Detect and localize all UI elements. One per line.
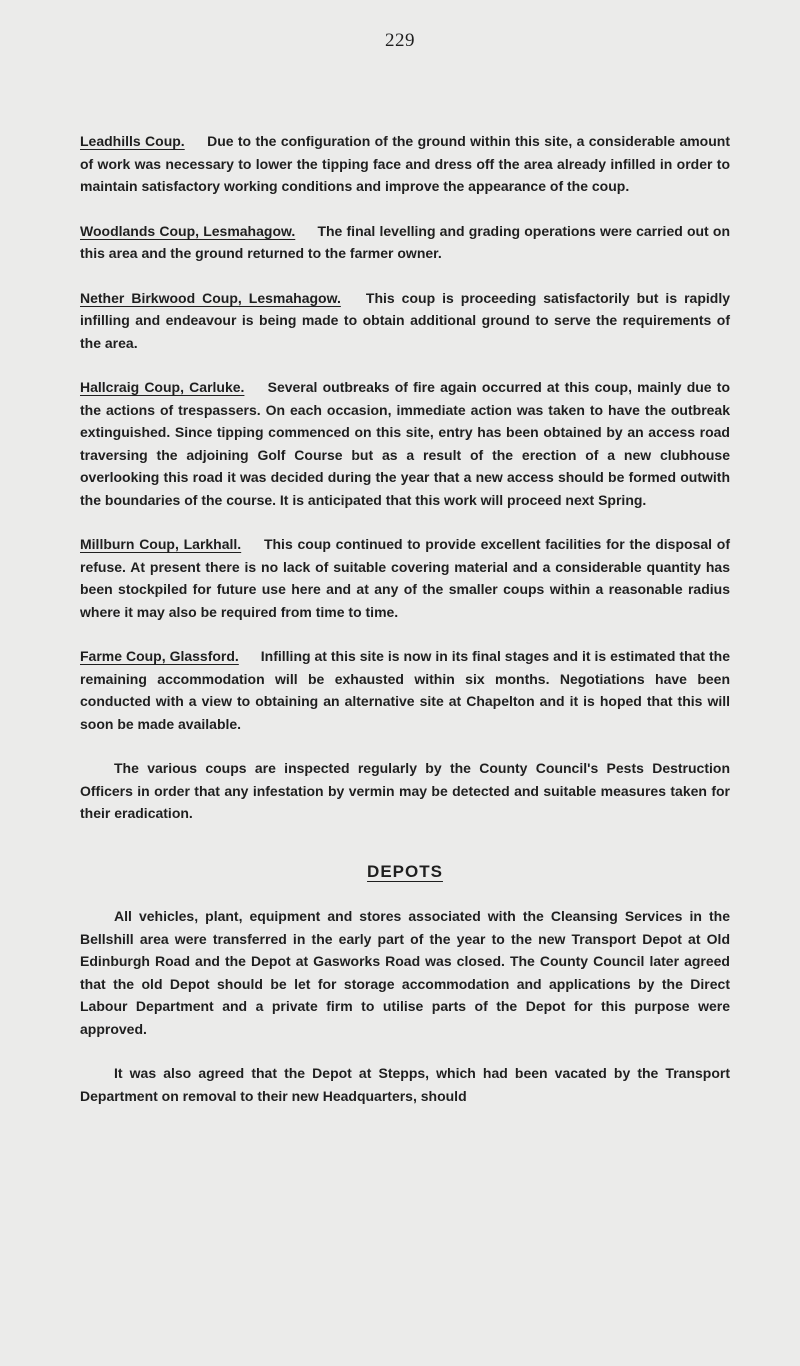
entry-leadhills [80,130,730,198]
entry-hallcraig [80,376,730,511]
inspection-paragraph: The various coups are inspected regularly by the County Council's Pests Destruction Officers in order that any infestation by vermin may be detected and suitable measures taken for their eradication. [80,760,730,821]
entry-text: Due to the configuration of the ground within this site, a considerable amount of work was necessary to lower the tipping face and dress off the area already infilled in order to maintain satisfactory working conditions and improve the appearance of the coup. [80,133,731,194]
entry-text: Infilling at this site is now in its final stages and it is estimated that the remaining accommodation will be exhausted within six months. Negotiations have been conducted with a view to obtaining an alternative site at Chapelton and it is hoped that this will soon be made available. [80,648,731,732]
entry-text: This coup continued to provide excellent facilities for the disposal of refuse. At present there is no lack of suitable covering material and a considerable quantity has been stockpiled for future use here and at any of the smaller coups within a reasonable radius where it may also be required from time to time. [80,536,731,620]
document-body [80,130,730,1129]
page-number: 229 [385,30,415,51]
entry-heading: Woodlands Coup, Lesmahagow. [80,222,296,239]
entry-heading: Hallcraig Coup, Carluke. [80,379,245,395]
depots-paragraph: It was also agreed that the Depot at Stepps, which had been vacated by the Transport Department on removal to their new Headquarters, should [80,1065,730,1104]
entry-millburn [80,533,730,623]
entry-text: The final levelling and grading operations were carried out on this area and the ground returned to the farmer owner. [80,222,731,261]
entry-text: Several outbreaks of fire again occurred at this coup, mainly due to the actions of trespassers. On each occasion, immediate action was taken to have the outbreak extinguished. Since tipping commenced on this site, entry has been obtained by an access road traversing the adjoining Golf Course but as a result of the erection of a new clubhouse overlooking this road it was decided during the year that a new access should be formed outwith the boundaries of the course. It is anticipated that this work will proceed next Spring. [80,379,730,508]
entry-text: This coup is proceeding satisfactorily but is rapidly infilling and endeavour is being made to obtain additional ground to serve the requirements of the area. [80,289,731,351]
entry-heading: Nether Birkwood Coup, Lesmahagow. [80,289,341,306]
entry-farme [80,645,730,735]
entry-heading: Farme Coup, Glassford. [80,648,239,664]
entry-woodlands [80,220,730,265]
entry-nether-birkwood [80,287,730,355]
depots-paragraph: All vehicles, plant, equipment and stores associated with the Cleansing Services in the Bellshill area were transferred in the early part of the year to the new Transport Depot at Old Edinburgh Road and the Depot at Gasworks Road was closed. The County Council later agreed that the old Depot should be let for storage accommodation and applications by the Direct Labour Department and a private firm to utilise parts of the Depot for this purpose were approved. [80,908,730,1037]
entry-heading: Millburn Coup, Larkhall. [80,536,242,552]
entry-heading: Leadhills Coup. [80,133,185,149]
section-title-text: DEPOTS [367,861,443,881]
section-title-depots [80,861,730,884]
